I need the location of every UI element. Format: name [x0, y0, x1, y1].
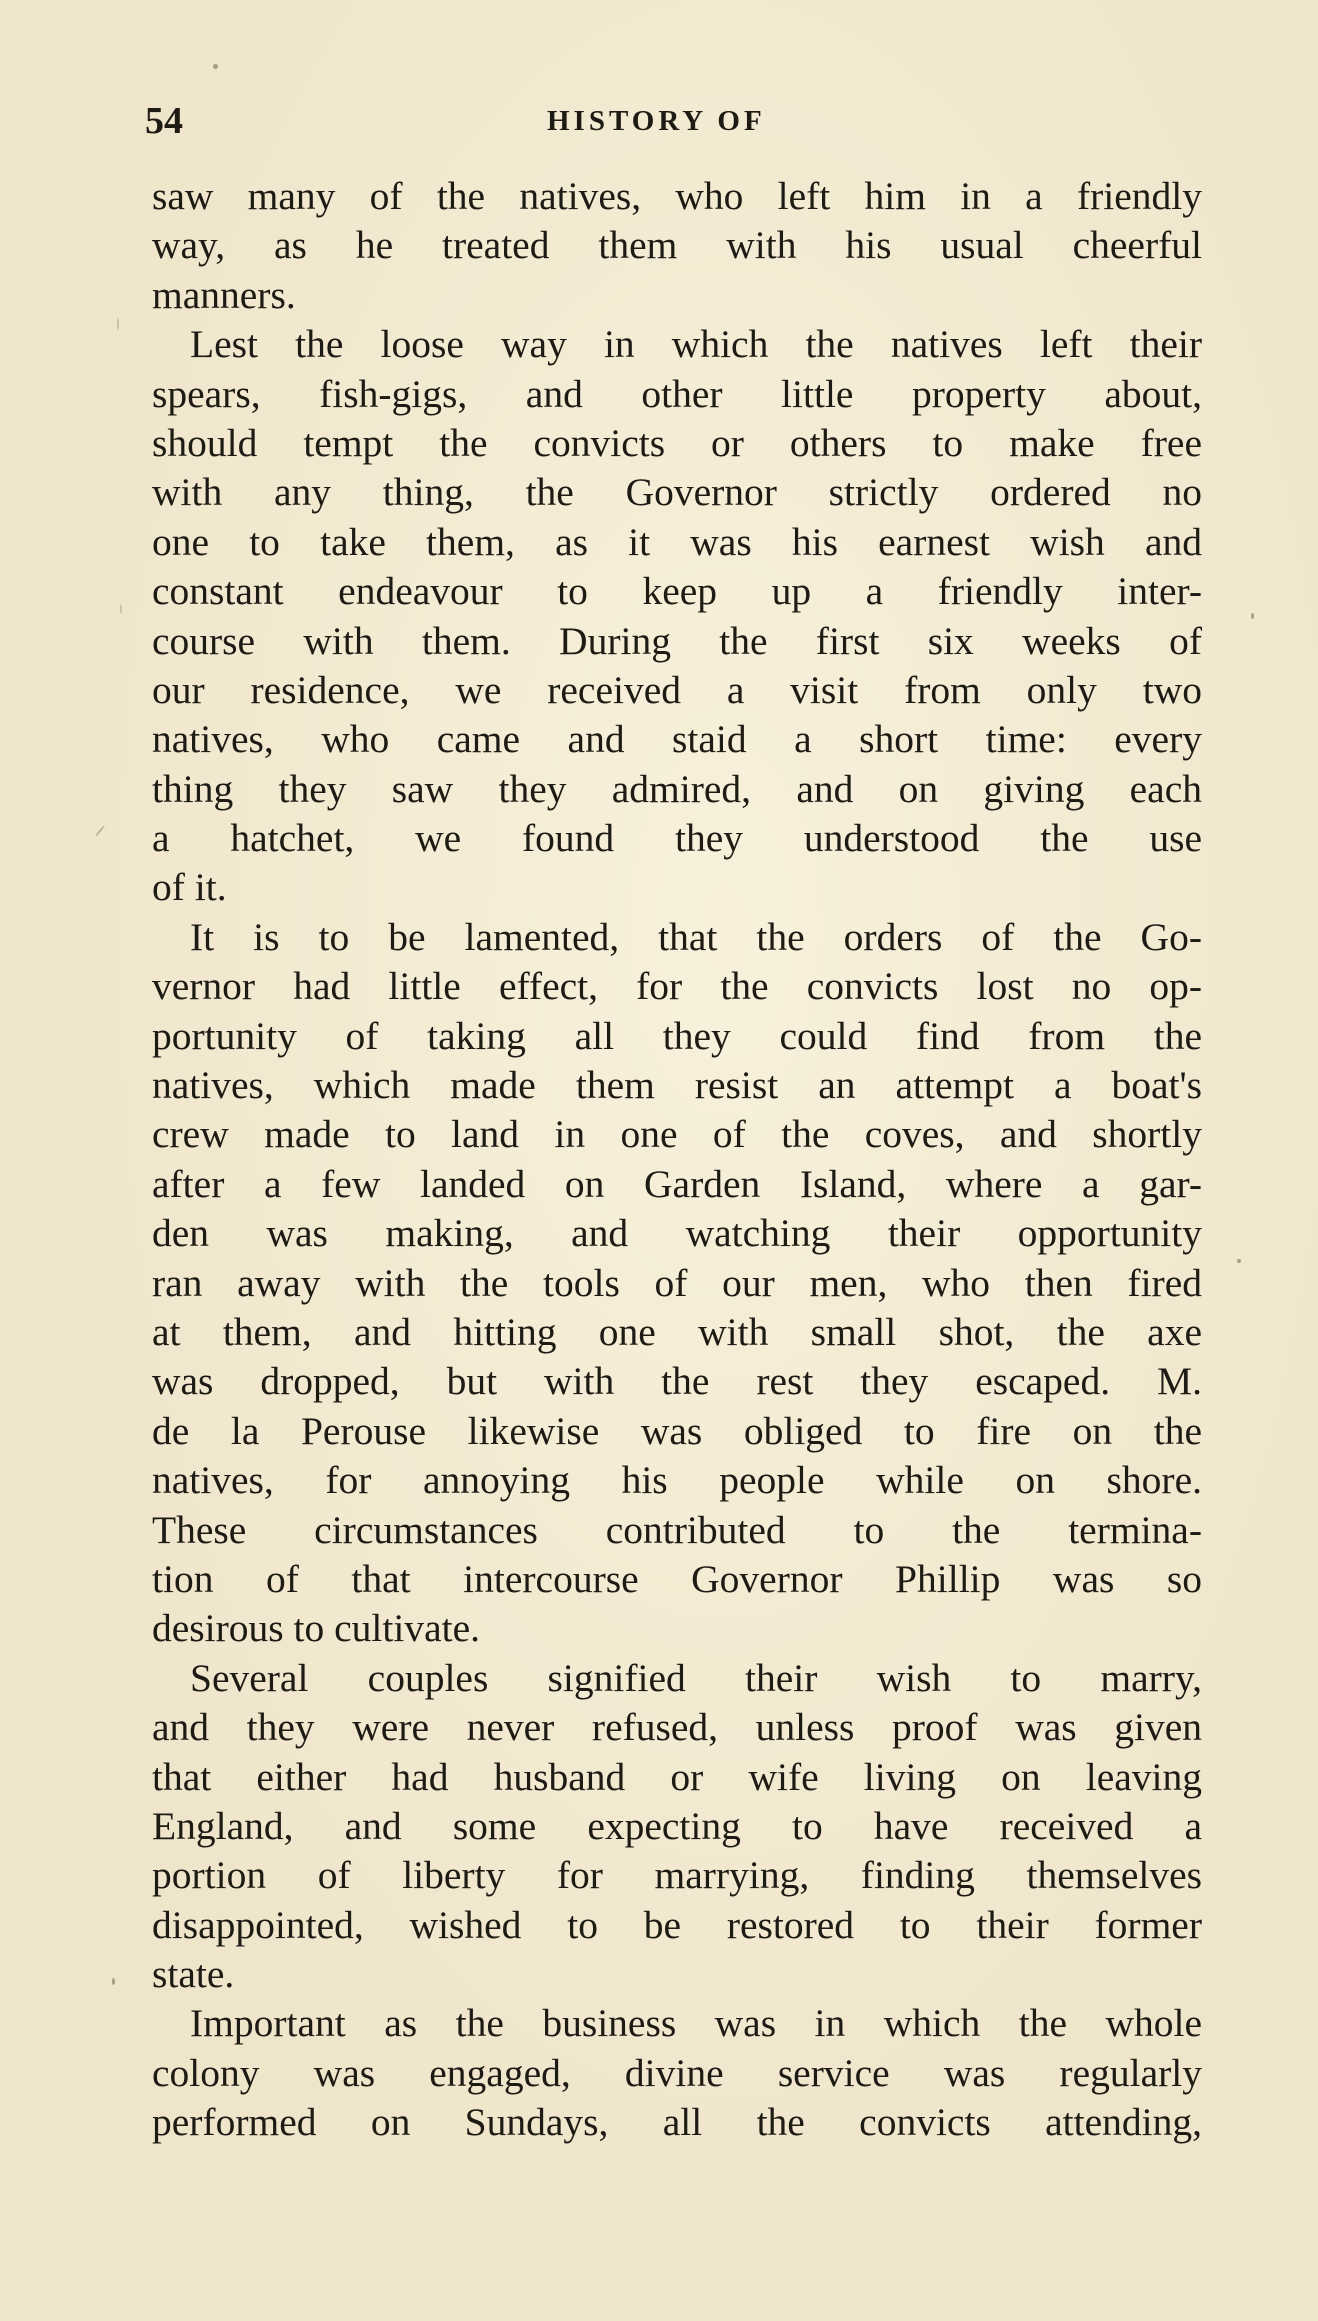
text-line: performed on Sundays, all the convicts attending, — [152, 2100, 1202, 2145]
paragraph-start-line: Lest the loose way in which the natives left their — [190, 322, 1202, 367]
text-line: was dropped, but with the rest they escaped. M. — [152, 1359, 1202, 1404]
paragraph-start-line: Important as the business was in which the whole — [190, 2001, 1202, 2046]
text-line: colony was engaged, divine service was regularly — [152, 2050, 1202, 2095]
text-line: that either had husband or wife living on leaving — [152, 1754, 1202, 1799]
text-line: after a few landed on Garden Island, where a gar- — [152, 1161, 1202, 1206]
text-line: desirous to cultivate. — [152, 1606, 480, 1651]
text-line: of it. — [152, 865, 227, 910]
text-line: portion of liberty for marrying, finding themselves — [152, 1853, 1202, 1898]
text-line: a hatchet, we found they understood the use — [152, 816, 1202, 861]
paper-speck — [112, 1978, 115, 1985]
text-line: natives, for annoying his people while on shore. — [152, 1458, 1202, 1503]
text-line: thing they saw they admired, and on giving each — [152, 766, 1202, 811]
paper-speck — [1251, 613, 1254, 619]
text-line: one to take them, as it was his earnest wish and — [152, 519, 1202, 564]
text-line: state. — [152, 1952, 235, 1997]
running-title: HISTORY OF — [547, 105, 766, 137]
text-line: portunity of taking all they could find from the — [152, 1013, 1202, 1058]
running-head — [145, 96, 1205, 146]
text-line: natives, which made them resist an attempt a boat's — [152, 1063, 1202, 1108]
text-line: natives, who came and staid a short time: every — [152, 717, 1202, 762]
paper-speck — [1237, 1259, 1241, 1263]
paper-speck — [95, 825, 106, 837]
text-line: crew made to land in one of the coves, and shortly — [152, 1112, 1202, 1157]
paragraph-start-line: It is to be lamented, that the orders of the Go- — [190, 914, 1202, 959]
text-line: course with them. During the first six weeks of — [152, 618, 1202, 663]
page-number: 54 — [145, 100, 183, 142]
paragraph-start-line: Several couples signified their wish to marry, — [190, 1655, 1202, 1700]
text-line: den was making, and watching their opportunity — [152, 1211, 1202, 1256]
text-line: These circumstances contributed to the termina- — [152, 1507, 1202, 1552]
text-line: should tempt the convicts or others to make free — [152, 420, 1202, 465]
body-text — [152, 172, 1202, 2148]
text-line: de la Perouse likewise was obliged to fire on the — [152, 1408, 1202, 1453]
text-line: manners. — [152, 272, 296, 317]
text-line: vernor had little effect, for the convicts lost no op- — [152, 964, 1202, 1009]
text-line: spears, fish-gigs, and other little property about, — [152, 371, 1202, 416]
paper-speck — [213, 64, 218, 69]
paper-speck — [117, 318, 119, 330]
text-line: constant endeavour to keep up a friendly inter- — [152, 569, 1202, 614]
text-line: at them, and hitting one with small shot, the axe — [152, 1309, 1202, 1354]
text-line: tion of that intercourse Governor Phillip was so — [152, 1556, 1202, 1601]
text-line: ran away with the tools of our men, who then fired — [152, 1260, 1202, 1305]
text-line: our residence, we received a visit from only two — [152, 667, 1202, 712]
text-line: with any thing, the Governor strictly ordered no — [152, 470, 1202, 515]
text-line: way, as he treated them with his usual cheerful — [152, 223, 1202, 268]
paper-speck — [120, 604, 122, 614]
text-line: saw many of the natives, who left him in a friendly — [152, 174, 1202, 218]
text-line: disappointed, wished to be restored to their former — [152, 1902, 1202, 1947]
text-line: England, and some expecting to have received a — [152, 1803, 1202, 1848]
text-line: and they were never refused, unless proof was given — [152, 1705, 1202, 1750]
